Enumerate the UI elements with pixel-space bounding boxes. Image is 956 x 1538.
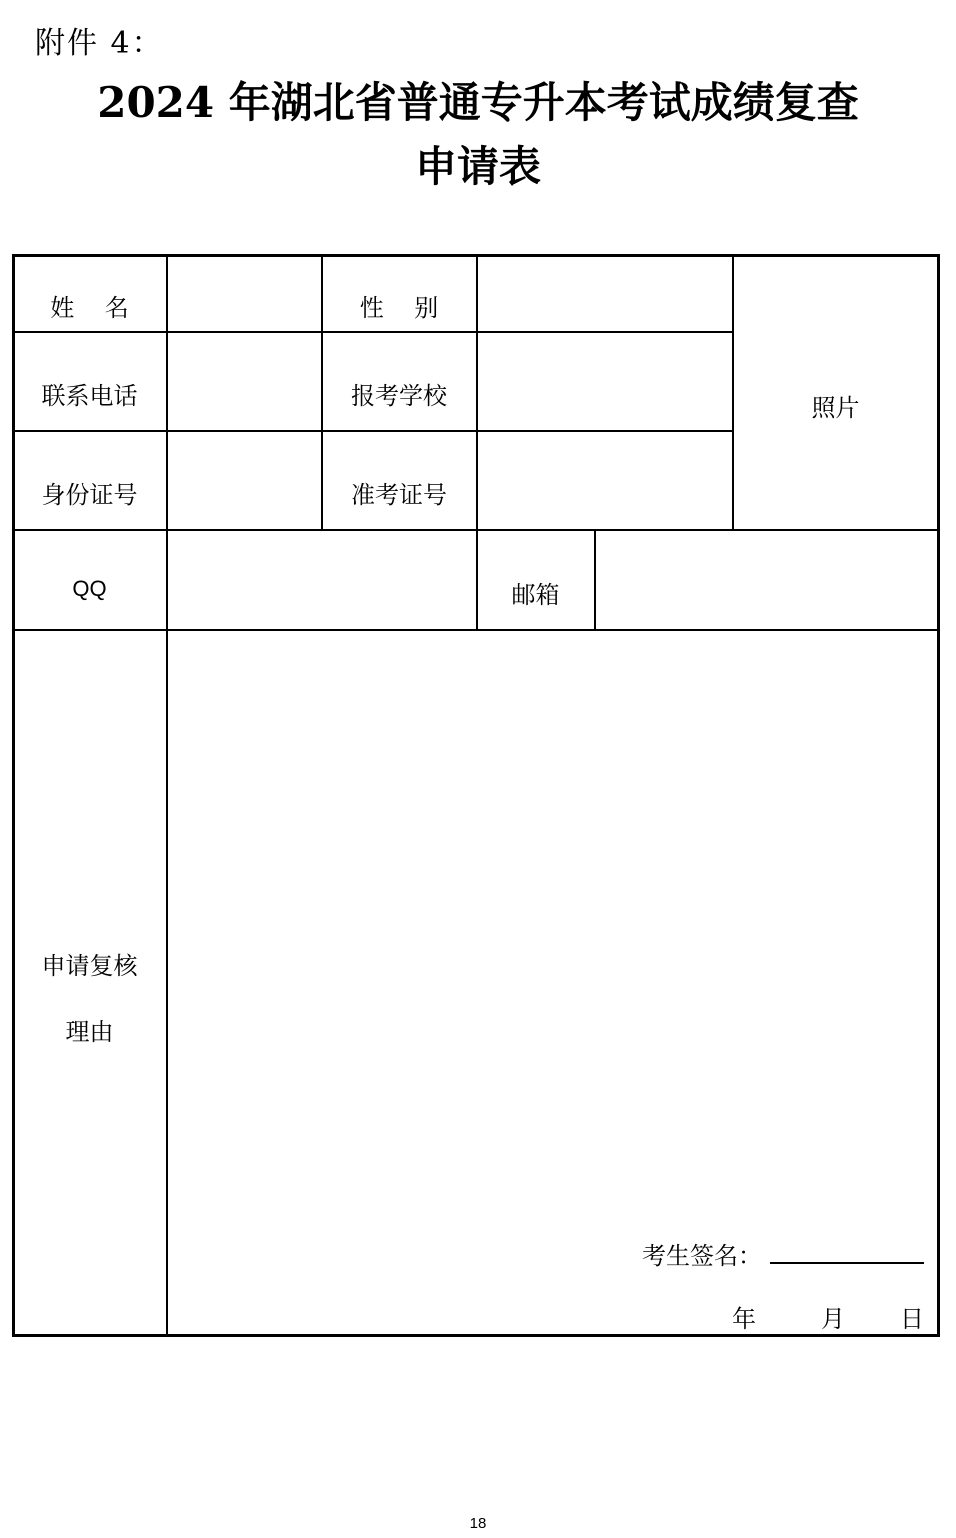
id-input[interactable] — [168, 432, 320, 528]
page-title-line1: 2024 年湖北省普通专升本考试成绩复查 — [97, 78, 859, 127]
signature-line[interactable] — [770, 1262, 924, 1264]
reason-label-line1: 申请复核 — [41, 952, 138, 980]
page-number: 18 — [469, 1515, 487, 1532]
date-month: 月 — [821, 1305, 845, 1333]
phone-input[interactable] — [168, 333, 320, 429]
gender-label: 性 别 — [359, 294, 439, 322]
reason-textarea[interactable] — [168, 631, 937, 1231]
page-title-line2: 申请表 — [414, 142, 541, 191]
name-label: 姓 名 — [50, 294, 129, 322]
name-input[interactable] — [168, 256, 320, 330]
exam-id-input[interactable] — [478, 432, 731, 528]
attachment-label: 附件 4： — [35, 26, 164, 61]
signature-label: 考生签名： — [642, 1242, 762, 1270]
school-input[interactable] — [478, 333, 731, 429]
qq-input[interactable] — [168, 531, 475, 628]
phone-label: 联系电话 — [41, 382, 138, 410]
email-label: 邮箱 — [511, 581, 560, 609]
date-day: 日 — [900, 1305, 924, 1333]
school-label: 报考学校 — [351, 382, 447, 410]
photo-label: 照片 — [811, 394, 860, 422]
id-label: 身份证号 — [41, 481, 138, 509]
qq-label: QQ — [72, 576, 107, 601]
email-input[interactable] — [596, 531, 937, 628]
reason-label-line2: 理由 — [65, 1018, 114, 1046]
exam-id-label: 准考证号 — [351, 481, 447, 509]
date-year: 年 — [732, 1305, 756, 1333]
gender-input[interactable] — [478, 256, 731, 330]
